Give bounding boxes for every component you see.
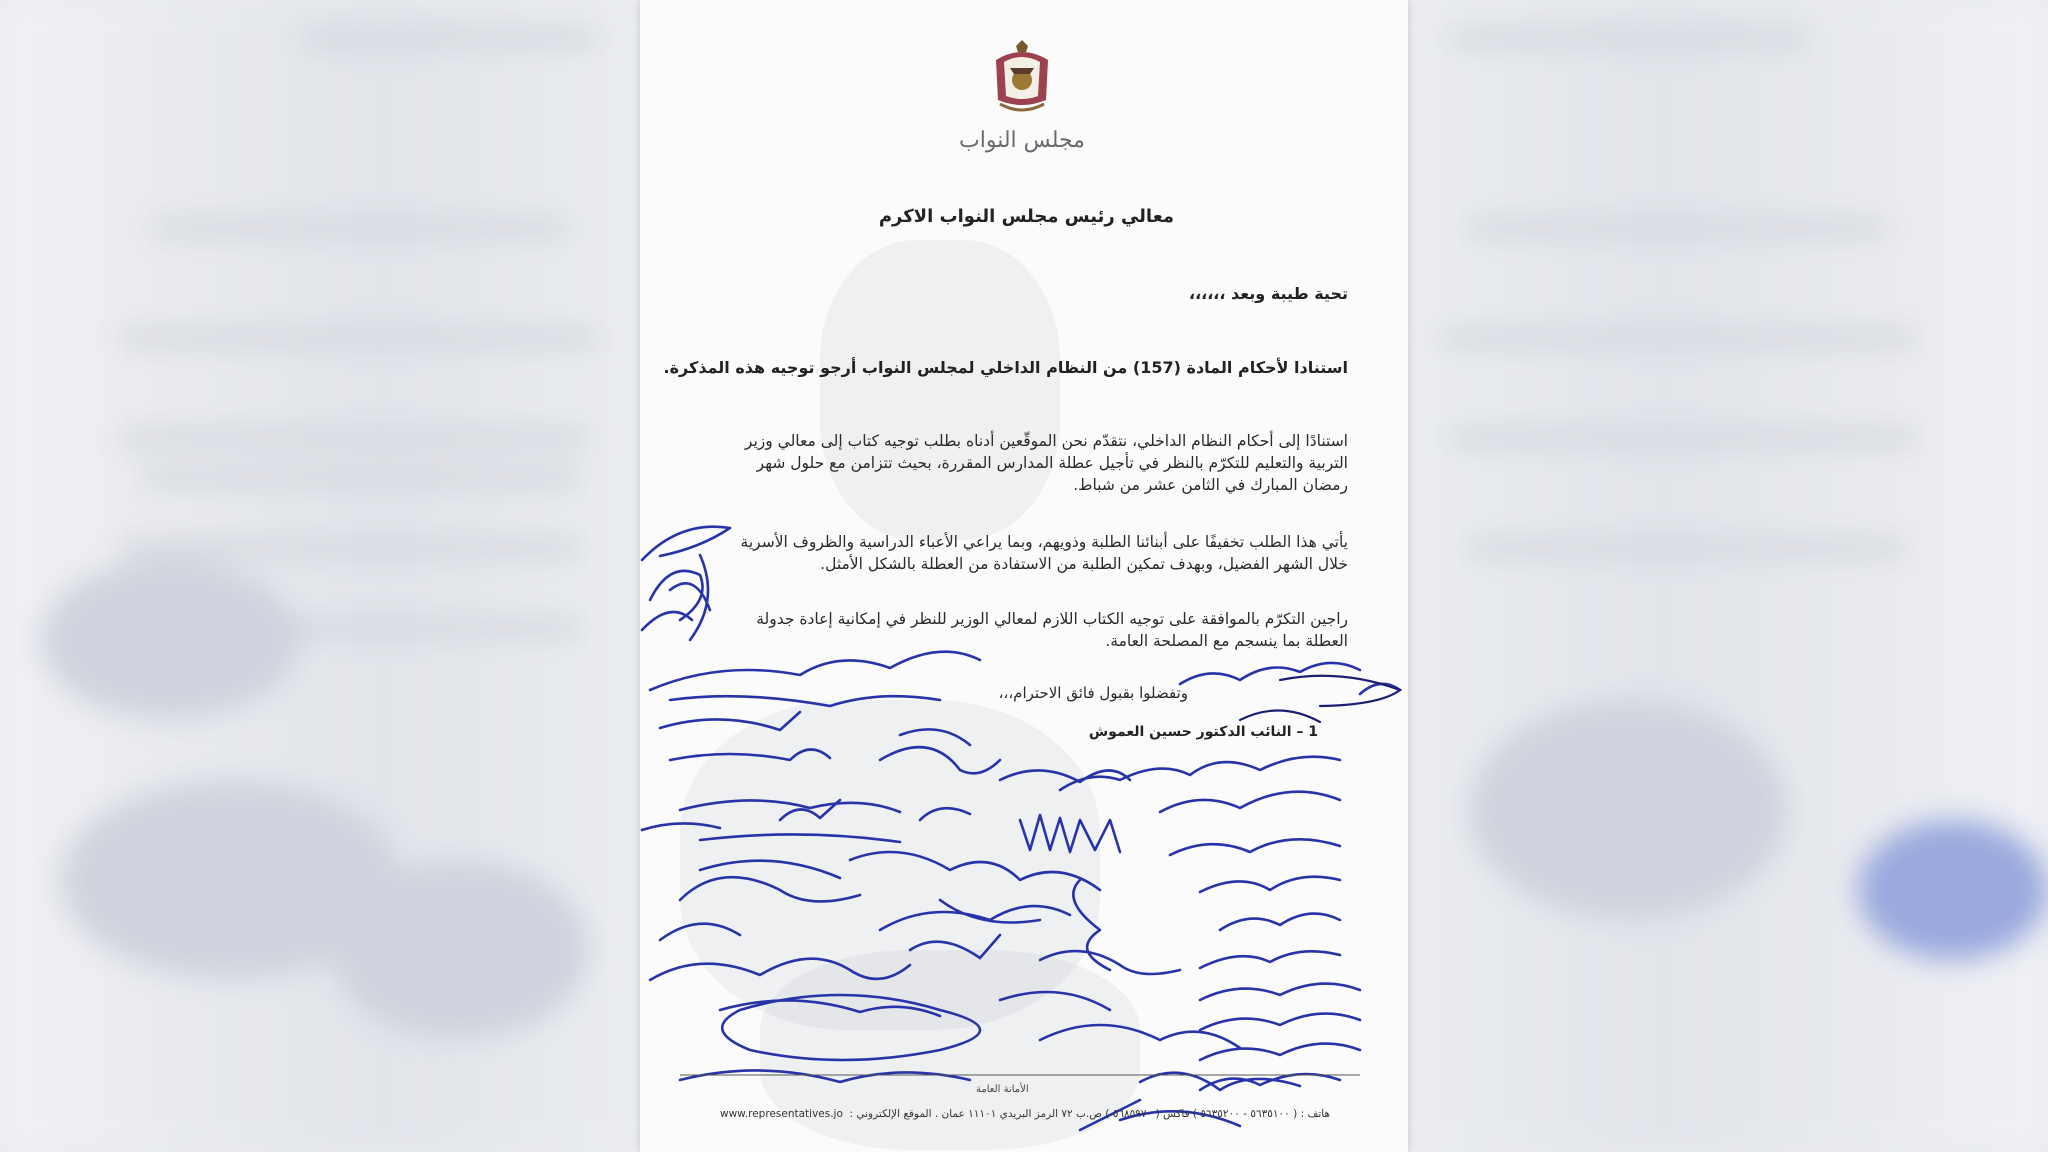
body-paragraph-2: يأتي هذا الطلب تخفيفًا على أبنائنا الطلبة وذويهم، وبما يراعي الأعباء الدراسية والظروف الأسرية خلال الشهر الفضيل، وبهدف تمكين الطلبة من الاستفادة من العطلة بالشكل الأمثل. [740, 533, 1348, 573]
body-paragraph-3: راجين التكرّم بالموافقة على توجيه الكتاب اللازم لمعالي الوزير للنظر في إمكانية إعادة جدولة العطلة بما ينسجم مع المصلحة العامة. [756, 610, 1348, 650]
letter-greeting: تحية طيبة وبعد ،،،،،، [1188, 284, 1348, 303]
first-signatory: 1 – النائب الدكتور حسين العموش [1088, 724, 1318, 740]
letter-intro: استنادا لأحكام المادة (157) من النظام الداخلي لمجلس النواب أرجو توجيه هذه المذكرة. [663, 358, 1348, 377]
letter-closing: وتفضلوا بقبول فائق الاحترام،،، [998, 684, 1188, 702]
footer-website-link[interactable]: www.representatives.jo [720, 1108, 843, 1120]
blurred-backdrop-left [0, 0, 640, 1152]
office-stamp: الأمانة العامة [976, 1084, 1029, 1095]
letter-page [640, 0, 1408, 1152]
blurred-backdrop-right [1408, 0, 2048, 1152]
body-paragraph-1: استنادًا إلى أحكام النظام الداخلي، نتقدّم نحن الموقّعين أدناه بطلب توجيه كتاب إلى معالي وزير التربية والتعليم للتكرّم بالنظر في تأجيل عطلة المدارس المقررة، بحيث تتزامن مع حلول شهر رمضان المبارك في الثامن عشر من شباط. [744, 432, 1348, 494]
council-logotype: مجلس النواب [959, 128, 1085, 153]
signatures-block [640, 0, 1408, 1152]
letter-addressee: معالي رئيس مجلس النواب الاكرم [878, 206, 1174, 227]
footer-contact: هاتف : ( ٥٦٣٥١٠٠ - ٥٦٣٥٢٠٠ ) فاكس ( ٥٦٨٥٩٧٠ ) ص.ب ٧٢ الرمز البريدي ١١١٠١ عمان . الموقع الإلكتروني : [849, 1108, 1330, 1120]
